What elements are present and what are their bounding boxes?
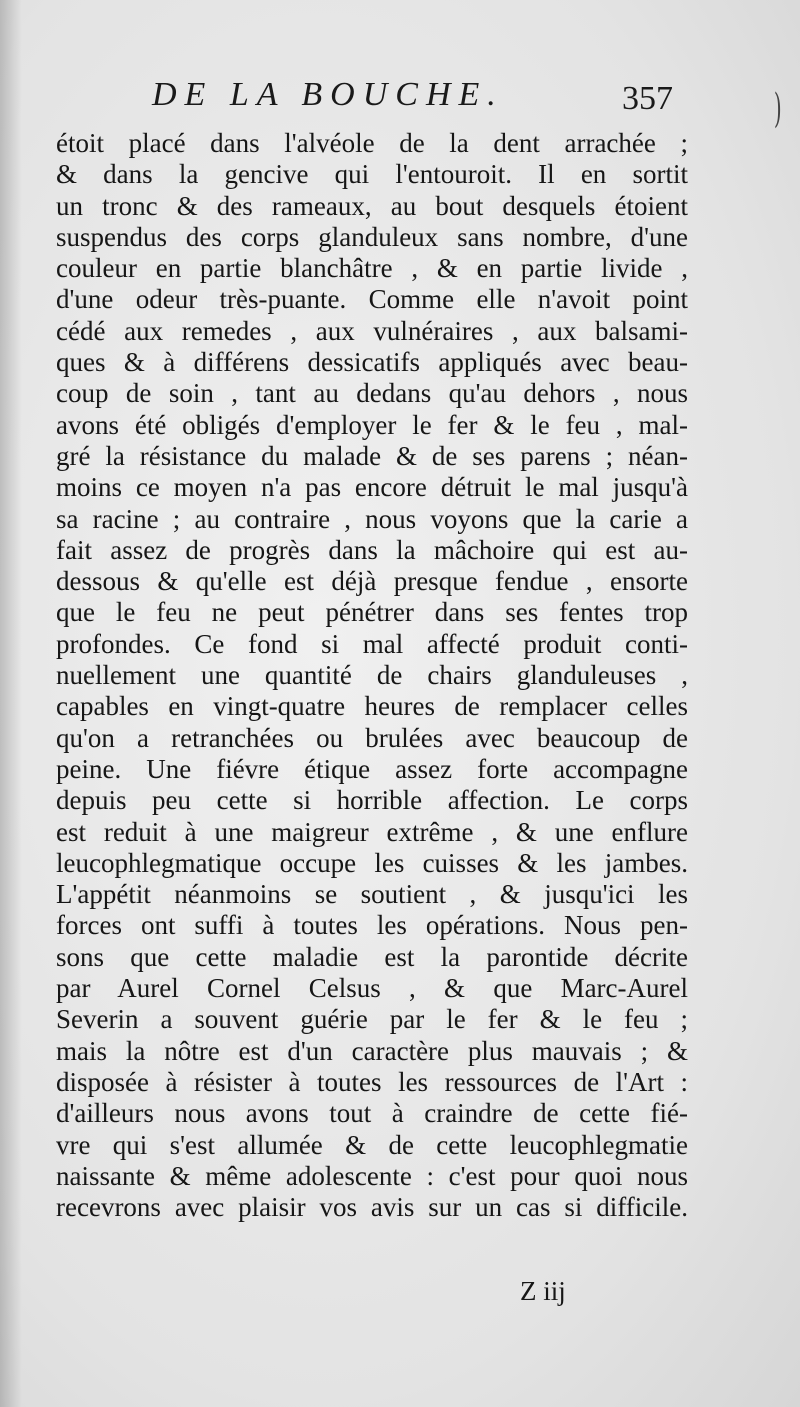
text-line: que le feu ne peut pénétrer dans ses fentes trop xyxy=(56,597,688,628)
text-line: leucophlegmatique occupe les cuisses & les jambes. xyxy=(56,847,688,878)
text-line: recevrons avec plaisir vos avis sur un cas si difficile. xyxy=(56,1192,688,1223)
text-line: nuellement une quantité de chairs glanduleuses , xyxy=(56,660,688,691)
text-line: mais la nôtre est d'un caractère plus mauvais ; & xyxy=(56,1035,688,1066)
text-line: suspendus des corps glanduleux sans nombre, d'une xyxy=(56,221,688,252)
text-line: avons été obligés d'employer le fer & le feu , mal- xyxy=(56,409,688,440)
text-line: d'une odeur très-puante. Comme elle n'avoit point xyxy=(56,284,688,315)
text-line: forces ont suffi à toutes les opérations. Nous pen- xyxy=(56,910,688,941)
text-line: fait assez de progrès dans la mâchoire qui est au- xyxy=(56,534,688,565)
text-line: depuis peu cette si horrible affection. Le corps xyxy=(56,785,688,816)
text-line: un tronc & des rameaux, au bout desquels étoient xyxy=(56,190,688,221)
text-line: coup de soin , tant au dedans qu'au dehors , nous xyxy=(56,378,688,409)
page-number: 357 xyxy=(622,80,673,117)
text-line: sa racine ; au contraire , nous voyons que la carie a xyxy=(56,503,688,534)
running-head: DE LA BOUCHE. xyxy=(152,76,504,113)
text-line: moins ce moyen n'a pas encore détruit le mal jusqu'à xyxy=(56,472,688,503)
text-line: par Aurel Cornel Celsus , & que Marc-Aurel xyxy=(56,973,688,1004)
page-edge-mark: ) xyxy=(773,86,782,132)
text-line: L'appétit néanmoins se soutient , & jusqu'ici les xyxy=(56,879,688,910)
text-line: & dans la gencive qui l'entouroit. Il en sortit xyxy=(56,159,688,190)
text-line: sons que cette maladie est la parontide décrite xyxy=(56,941,688,972)
text-line: ques & à différens dessicatifs appliqués avec beau- xyxy=(56,347,688,378)
text-line: peine. Une fiévre étique assez forte accompagne xyxy=(56,753,688,784)
gutter-shadow xyxy=(0,0,22,1407)
text-line: naissante & même adolescente : c'est pour quoi nous xyxy=(56,1160,688,1191)
text-line: est reduit à une maigreur extrême , & une enflure xyxy=(56,816,688,847)
text-line: vre qui s'est allumée & de cette leucophlegmatie xyxy=(56,1129,688,1160)
text-line: étoit placé dans l'alvéole de la dent arrachée ; xyxy=(56,128,688,158)
text-line: dessous & qu'elle est déjà presque fendue , ensorte xyxy=(56,566,688,597)
body-text xyxy=(56,128,688,1223)
text-line: Severin a souvent guérie par le fer & le feu ; xyxy=(56,1004,688,1035)
text-line: gré la résistance du malade & de ses parens ; néan- xyxy=(56,440,688,471)
signature-mark: Z iij xyxy=(520,1276,566,1306)
text-line: profondes. Ce fond si mal affecté produit conti- xyxy=(56,628,688,659)
text-line: couleur en partie blanchâtre , & en partie livide , xyxy=(56,253,688,284)
text-line: qu'on a retranchées ou brulées avec beaucoup de xyxy=(56,722,688,753)
text-line: d'ailleurs nous avons tout à craindre de cette fié- xyxy=(56,1098,688,1129)
text-line: cédé aux remedes , aux vulnéraires , aux balsami- xyxy=(56,315,688,346)
text-line: capables en vingt-quatre heures de remplacer celles xyxy=(56,691,688,722)
text-line: disposée à résister à toutes les ressources de l'Art : xyxy=(56,1066,688,1097)
